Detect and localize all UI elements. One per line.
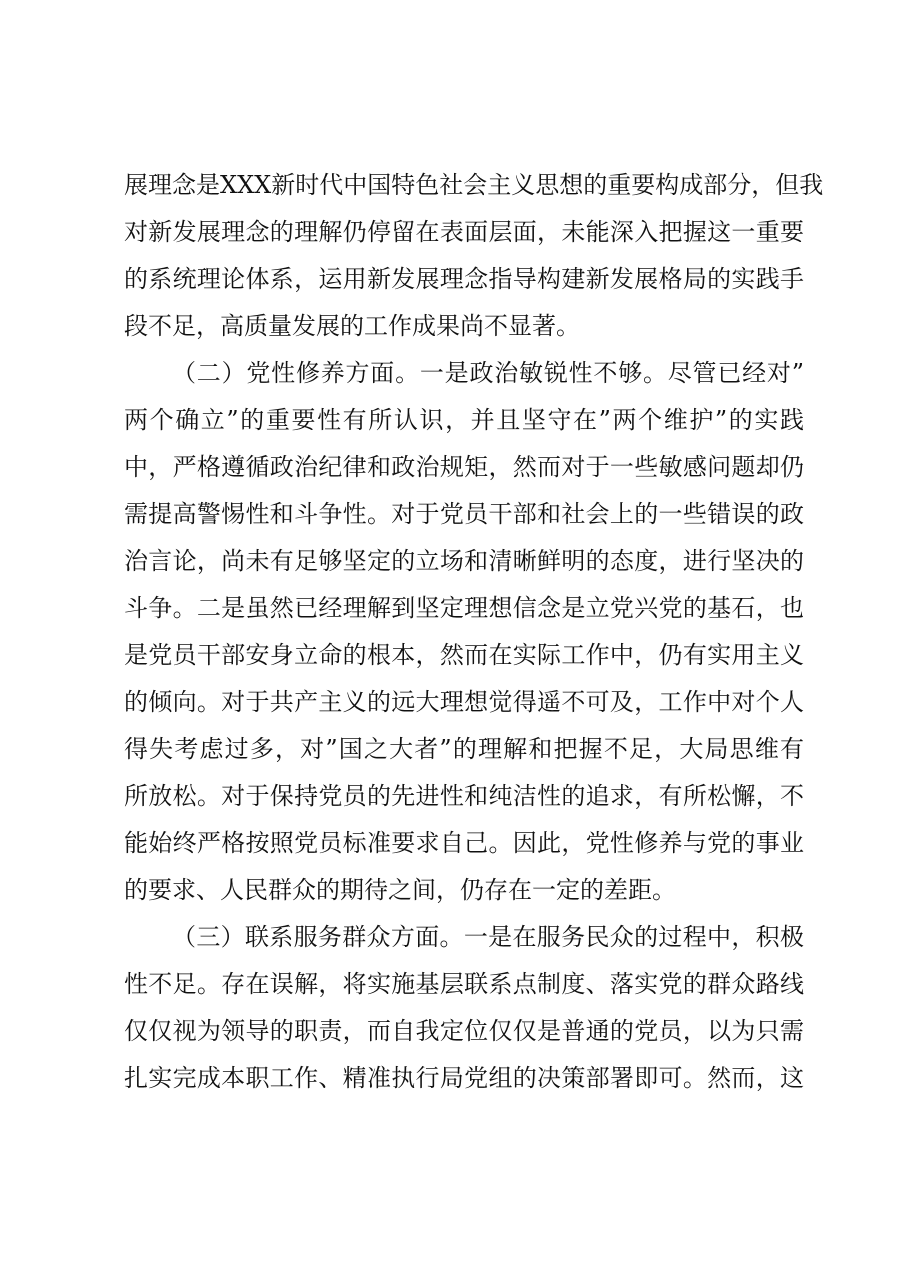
text-line: 得失考虑过多，对”国之大者”的理解和把握不足，大局思维有 bbox=[124, 735, 804, 763]
text-line: 展理念是XXX新时代中国特色社会主义思想的重要构成部分，但我 bbox=[124, 171, 824, 199]
text-line: 性不足。存在误解，将实施基层联系点制度、落实党的群众路线 bbox=[124, 970, 804, 998]
text-line: 需提高警惕性和斗争性。对于党员干部和社会上的一些错误的政 bbox=[124, 500, 804, 528]
text-line: 对新发展理念的理解仍停留在表面层面，未能深入把握这一重要 bbox=[124, 218, 804, 246]
text-line: 能始终严格按照党员标准要求自己。因此，党性修养与党的事业 bbox=[124, 829, 804, 857]
text-line: 仅仅视为领导的职责，而自我定位仅仅是普通的党员，以为只需 bbox=[124, 1017, 804, 1045]
text-line: 斗争。二是虽然已经理解到坚定理想信念是立党兴党的基石，也 bbox=[124, 594, 804, 622]
section-heading-line: （二）党性修养方面。一是政治敏锐性不够。尽管已经对” bbox=[172, 359, 804, 387]
text-line: 的要求、人民群众的期待之间，仍存在一定的差距。 bbox=[124, 876, 676, 904]
text-line: 是党员干部安身立命的根本，然而在实际工作中，仍有实用主义 bbox=[124, 641, 804, 669]
section-heading-line: （三）联系服务群众方面。一是在服务民众的过程中，积极 bbox=[172, 923, 804, 951]
text-line: 治言论，尚未有足够坚定的立场和清晰鲜明的态度，进行坚决的 bbox=[124, 547, 804, 575]
text-line: 扎实完成本职工作、精准执行局党组的决策部署即可。然而，这 bbox=[124, 1064, 804, 1092]
text-line: 所放松。对于保持党员的先进性和纯洁性的追求，有所松懈，不 bbox=[124, 782, 804, 810]
text-line: 两个确立”的重要性有所认识，并且坚守在”两个维护”的实践 bbox=[124, 406, 804, 434]
text-line: 段不足，高质量发展的工作成果尚不显著。 bbox=[124, 312, 580, 340]
text-line: 的系统理论体系，运用新发展理念指导构建新发展格局的实践手 bbox=[124, 265, 804, 293]
text-line: 中，严格遵循政治纪律和政治规矩，然而对于一些敏感问题却仍 bbox=[124, 453, 804, 481]
text-line: 的倾向。对于共产主义的远大理想觉得遥不可及，工作中对个人 bbox=[124, 688, 804, 716]
